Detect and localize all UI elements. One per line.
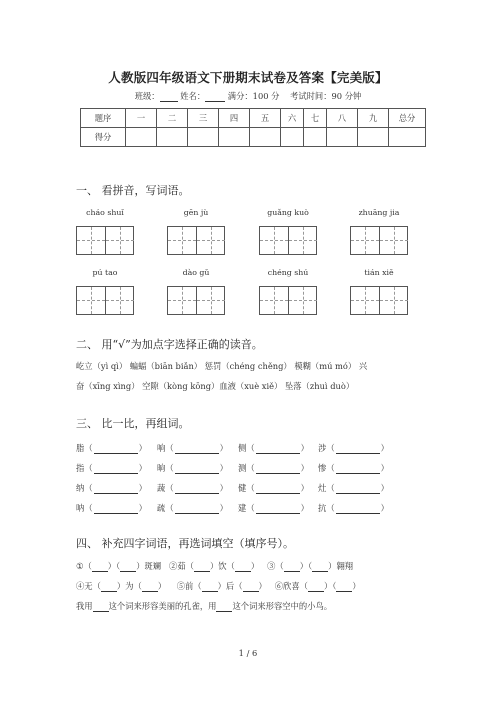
class-label: 班级：: [134, 91, 160, 101]
pinyin-label: cháo shuǐ: [86, 208, 124, 217]
score-table-score-row: [81, 128, 426, 147]
writing-grid[interactable]: [167, 286, 225, 315]
compare-word-item: 测（ ）: [238, 463, 309, 473]
compare-word-item: 呐（ ）: [76, 503, 147, 513]
name-label: 姓名：: [180, 91, 206, 101]
answer-blank[interactable]: [256, 505, 300, 514]
score-table: [80, 108, 426, 147]
table-cell: 二: [157, 109, 188, 128]
writing-grid[interactable]: [76, 226, 134, 255]
pinyin-label: tián xiě: [364, 268, 394, 277]
table-cell: 题序: [81, 109, 126, 128]
table-cell: 得分: [81, 128, 126, 147]
section1-title: 一、 看拼音，写词语。: [76, 184, 190, 197]
answer-blank[interactable]: [336, 445, 380, 454]
score-cell[interactable]: [358, 128, 389, 147]
answer-blank[interactable]: [284, 563, 300, 572]
compare-word-item: 建（ ）: [238, 503, 309, 513]
table-cell: 四: [219, 109, 250, 128]
section3-title: 三、 比一比，再组词。: [76, 417, 190, 430]
compare-word-item: 灶（ ）: [318, 483, 389, 493]
answer-blank[interactable]: [256, 445, 300, 454]
compare-word-item: 涉（ ）: [318, 443, 389, 453]
section4-title: 四、 补充四字词语，再选词填空（填序号）。: [76, 537, 294, 550]
class-blank: [160, 92, 178, 102]
pinyin-label: chéng shú: [267, 268, 309, 277]
table-cell: 八: [327, 109, 358, 128]
answer-blank[interactable]: [202, 583, 218, 592]
answer-blank[interactable]: [175, 505, 219, 514]
answer-blank[interactable]: [312, 563, 328, 572]
score-cell[interactable]: [389, 128, 426, 147]
answer-blank[interactable]: [94, 485, 138, 494]
compare-word-item: 抗（ ）: [318, 503, 389, 513]
compare-word-item: 晌（ ）: [157, 463, 228, 473]
answer-blank[interactable]: [175, 485, 219, 494]
pinyin-label: zhuāng jia: [358, 208, 400, 217]
page-title: 人教版四年级语文下册期末试卷及答案【完美版】: [108, 70, 388, 85]
score-cell[interactable]: [304, 128, 327, 147]
writing-grid[interactable]: [259, 286, 317, 315]
score-cell[interactable]: [126, 128, 157, 147]
answer-blank[interactable]: [92, 563, 108, 572]
table-cell: 总分: [389, 109, 426, 128]
writing-grid[interactable]: [167, 226, 225, 255]
pronunciation-line-2: 奋（xīng xìng） 空隙（kòng kōng）血液（xuè xiě） 坠落（zhuì duò）: [76, 381, 355, 391]
pinyin-label: guǎng kuò: [267, 208, 309, 217]
answer-blank[interactable]: [94, 445, 138, 454]
pinyin-label: dào gǔ: [182, 268, 210, 277]
answer-blank[interactable]: [94, 465, 138, 474]
score-cell[interactable]: [219, 128, 250, 147]
table-cell: 三: [188, 109, 219, 128]
compare-word-item: 指（ ）: [76, 463, 147, 473]
answer-blank[interactable]: [235, 563, 251, 572]
table-cell: 七: [304, 109, 327, 128]
full-score: 满分：100 分: [227, 91, 280, 101]
score-cell[interactable]: [327, 128, 358, 147]
answer-blank[interactable]: [336, 583, 352, 592]
name-blank: [205, 92, 225, 102]
compare-word-item: 惨（ ）: [318, 463, 389, 473]
idiom-line-1: ①（ ）（ ）斑斓 ②茹（ ）饮（ ） ③（ ）（ ）翱翔: [76, 561, 354, 571]
answer-blank[interactable]: [175, 445, 219, 454]
exam-info-line: [0, 90, 496, 102]
compare-word-item: 蔬（ ）: [157, 483, 228, 493]
answer-blank[interactable]: [336, 465, 380, 474]
pinyin-label: gēn jù: [183, 208, 209, 217]
compare-word-item: 响（ ）: [157, 443, 228, 453]
score-cell[interactable]: [157, 128, 188, 147]
table-cell: 五: [250, 109, 281, 128]
compare-word-item: 健（ ）: [238, 483, 309, 493]
score-cell[interactable]: [281, 128, 304, 147]
table-cell: 六: [281, 109, 304, 128]
writing-grid[interactable]: [259, 226, 317, 255]
answer-blank[interactable]: [216, 603, 232, 612]
table-cell: 一: [126, 109, 157, 128]
answer-blank[interactable]: [120, 563, 136, 572]
idiom-line-2: ④无（ ）为（ ） ⑤前（ ）后（ ） ⑥欣喜（ ）（ ）: [76, 581, 361, 591]
page-number: 1 / 6: [238, 648, 258, 658]
section2-title: 二、 用“√”为加点字选择正确的读音。: [76, 338, 263, 351]
answer-blank[interactable]: [243, 583, 259, 592]
idiom-fill-sentence: 我用 这个词来形容美丽的孔雀，用 这个词来形容空中的小鸟。: [76, 601, 333, 611]
writing-grid[interactable]: [350, 286, 408, 315]
answer-blank[interactable]: [256, 465, 300, 474]
score-table-header-row: [81, 109, 426, 128]
answer-blank[interactable]: [308, 583, 324, 592]
answer-blank[interactable]: [142, 583, 158, 592]
compare-word-item: 疏（ ）: [157, 503, 228, 513]
writing-grid[interactable]: [76, 286, 134, 315]
pronunciation-line-1: 屹立（yì qì） 蝙蝠（biān biǎn） 惩罚（chéng chěng） 模糊（mú mó） 兴: [76, 361, 368, 371]
score-cell[interactable]: [250, 128, 281, 147]
exam-time: 考试时间：90 分钟: [290, 91, 362, 101]
answer-blank[interactable]: [93, 603, 109, 612]
pinyin-label: pú tao: [92, 268, 118, 277]
answer-blank[interactable]: [175, 465, 219, 474]
answer-blank[interactable]: [336, 485, 380, 494]
answer-blank[interactable]: [256, 485, 300, 494]
compare-word-item: 纳（ ）: [76, 483, 147, 493]
compare-word-item: 侧（ ）: [238, 443, 309, 453]
answer-blank[interactable]: [101, 583, 117, 592]
table-cell: 九: [358, 109, 389, 128]
answer-blank[interactable]: [94, 505, 138, 514]
writing-grid[interactable]: [350, 226, 408, 255]
answer-blank[interactable]: [194, 563, 210, 572]
answer-blank[interactable]: [336, 505, 380, 514]
score-cell[interactable]: [188, 128, 219, 147]
compare-word-item: 脂（ ）: [76, 443, 147, 453]
